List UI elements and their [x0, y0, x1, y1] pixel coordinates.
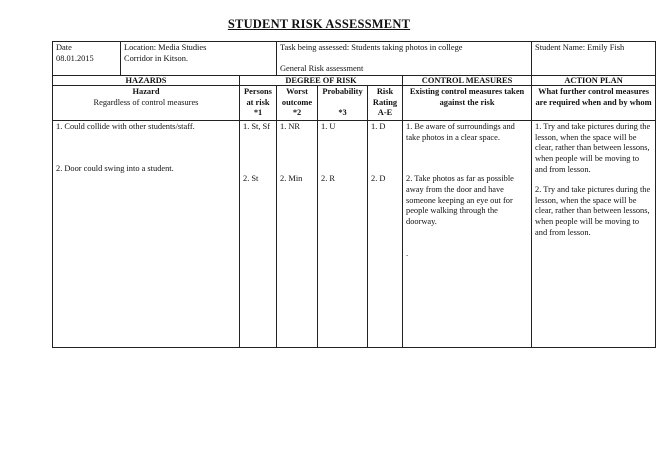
persons-cell	[240, 121, 277, 348]
existing-cell	[403, 121, 532, 348]
date-label: Date	[56, 43, 72, 52]
persons-line1: Persons	[244, 87, 272, 97]
location-line1: Location: Media Studies	[124, 43, 207, 52]
header-row	[53, 42, 656, 76]
persons-2: 2. St	[243, 174, 259, 184]
hazard-title: Hazard	[132, 87, 160, 97]
worst-cell	[277, 121, 318, 348]
date-value: 08.01.2015	[56, 53, 94, 63]
probability-column-header	[318, 86, 368, 121]
risk-table	[52, 41, 656, 348]
prob-1: 1. U	[321, 122, 336, 132]
student-cell	[532, 42, 656, 76]
persons-line2: at risk	[246, 97, 270, 107]
rating-column-header	[368, 86, 403, 121]
persons-line3: *1	[253, 108, 263, 118]
rating-line3: A-E	[377, 108, 393, 118]
worst-line3: *2	[292, 108, 302, 118]
location-line2: Corridor in Kitson.	[124, 53, 188, 63]
hazard-column-header	[53, 86, 240, 121]
hazard-2: 2. Door could swing into a student.	[56, 163, 174, 173]
rating-line2: Rating	[372, 97, 398, 107]
page-title: STUDENT RISK ASSESSMENT	[227, 17, 411, 31]
hazard-subtitle: Regardless of control measures	[93, 97, 199, 107]
further-column-header: What further control measures are required when and by whom	[532, 86, 656, 121]
existing-column-header: Existing control measures taken against the risk	[403, 86, 532, 121]
category-row	[53, 76, 656, 86]
stray-mark: .	[406, 249, 409, 259]
hazard-1: 1. Could collide with other students/staff.	[56, 122, 195, 132]
prob-2: 2. R	[321, 174, 335, 184]
persons-column-header	[240, 86, 277, 121]
rating-cell	[368, 121, 403, 348]
existing-2: 2. Take photos as far as possible away from the door and have someone keeping an eye out for people walking through the doorway.	[406, 174, 514, 226]
worst-2: 2. Min	[280, 174, 303, 184]
general-risk-text: General Risk assessment	[280, 63, 364, 73]
date-cell	[53, 42, 121, 76]
hazards-heading: HAZARDS	[53, 76, 240, 86]
column-header-row	[53, 86, 656, 121]
existing-1: 1. Be aware of surroundings and take photos in a clear space.	[406, 122, 515, 142]
task-cell	[277, 42, 532, 76]
worst-1: 1. NR	[280, 122, 301, 132]
control-heading: CONTROL MEASURES	[403, 76, 532, 86]
rating-line1: Risk	[376, 87, 394, 97]
body-row	[53, 121, 656, 348]
prob-line3: *3	[338, 108, 347, 118]
location-cell	[121, 42, 277, 76]
student-name: Student Name: Emily Fish	[535, 43, 625, 52]
task-text: Task being assessed: Students taking photos in college	[280, 43, 463, 52]
further-2: 2. Try and take pictures during the lesson, when the space will be clear, rather than between lessons, when people will be moving to and from lesson.	[535, 185, 651, 237]
action-heading: ACTION PLAN	[532, 76, 656, 86]
degree-heading: DEGREE OF RISK	[240, 76, 403, 86]
persons-1: 1. St, Sf	[243, 122, 270, 132]
rating-1: 1. D	[371, 122, 386, 132]
worst-column-header	[277, 86, 318, 121]
prob-line1: Probability	[322, 87, 363, 97]
further-cell	[532, 121, 656, 348]
worst-line2: outcome	[281, 97, 313, 107]
rating-2: 2. D	[371, 174, 386, 184]
probability-cell	[318, 121, 368, 348]
hazard-cell	[53, 121, 240, 348]
further-1: 1. Try and take pictures during the lesson, when the space will be clear, rather than between lessons, when people will be moving to and from lesson.	[535, 122, 651, 174]
worst-line1: Worst	[286, 87, 308, 97]
